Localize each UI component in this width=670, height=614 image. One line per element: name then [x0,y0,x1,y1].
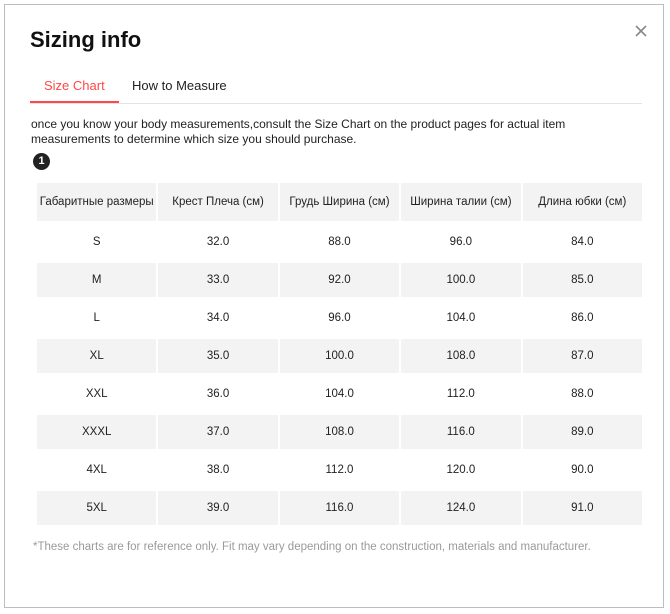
table-cell: 86.0 [523,301,642,335]
table-row [37,377,642,411]
table-cell: 112.0 [280,453,399,487]
table-row [37,491,642,525]
table-cell: 92.0 [280,263,399,297]
table-cell: M [37,263,156,297]
description-text: once you know your body measurements,consult the Size Chart on the product pages for actual item measurements to determine which size you should purchase. [31,117,566,146]
table-row [37,225,642,259]
table-cell: 100.0 [280,339,399,373]
table-cell: 37.0 [158,415,277,449]
tab-bar [30,73,642,104]
table-cell: 112.0 [401,377,520,411]
table-cell: 116.0 [280,491,399,525]
table-row [37,415,642,449]
table-cell: 89.0 [523,415,642,449]
table-cell: 5XL [37,491,156,525]
tab-size-chart[interactable]: Size Chart [30,78,119,103]
footnote: *These charts are for reference only. Fit may vary depending on the construction, materials and manufacturer. [33,541,591,553]
table-cell: 116.0 [401,415,520,449]
table-cell: 88.0 [523,377,642,411]
header-skirt-length: Длина юбки (см) [523,183,642,221]
table-cell: 104.0 [401,301,520,335]
table-row [37,263,642,297]
table-cell: 36.0 [158,377,277,411]
table-cell: 87.0 [523,339,642,373]
table-cell: 91.0 [523,491,642,525]
size-chart-table [35,179,644,529]
table-cell: S [37,225,156,259]
table-cell: 34.0 [158,301,277,335]
table-cell: XXL [37,377,156,411]
dialog-title: Sizing info [30,27,142,52]
header-chest: Грудь Ширина (см) [280,183,399,221]
table-cell: XXXL [37,415,156,449]
table-cell: 4XL [37,453,156,487]
table-cell: 33.0 [158,263,277,297]
table-cell: 88.0 [280,225,399,259]
table-cell: 85.0 [523,263,642,297]
table-cell: 100.0 [401,263,520,297]
sizing-info-dialog [4,4,664,608]
table-cell: 96.0 [401,225,520,259]
table-cell: 35.0 [158,339,277,373]
table-cell: 96.0 [280,301,399,335]
table-cell: 124.0 [401,491,520,525]
table-header-row [37,183,642,221]
tab-how-to-measure[interactable]: How to Measure [132,78,227,93]
table-cell: 104.0 [280,377,399,411]
table-row [37,339,642,373]
table-cell: 84.0 [523,225,642,259]
table-row [37,301,642,335]
header-waist: Ширина талии (см) [401,183,520,221]
step-badge: 1 [33,153,50,170]
table-cell: XL [37,339,156,373]
close-icon[interactable] [631,21,651,41]
table-cell: 38.0 [158,453,277,487]
table-cell: 108.0 [401,339,520,373]
header-size: Габаритные размеры [37,183,156,221]
table-cell: 39.0 [158,491,277,525]
table-cell: 90.0 [523,453,642,487]
table-cell: 32.0 [158,225,277,259]
table-cell: 120.0 [401,453,520,487]
table-cell: L [37,301,156,335]
header-shoulder: Крест Плеча (см) [158,183,277,221]
table-cell: 108.0 [280,415,399,449]
table-row [37,453,642,487]
